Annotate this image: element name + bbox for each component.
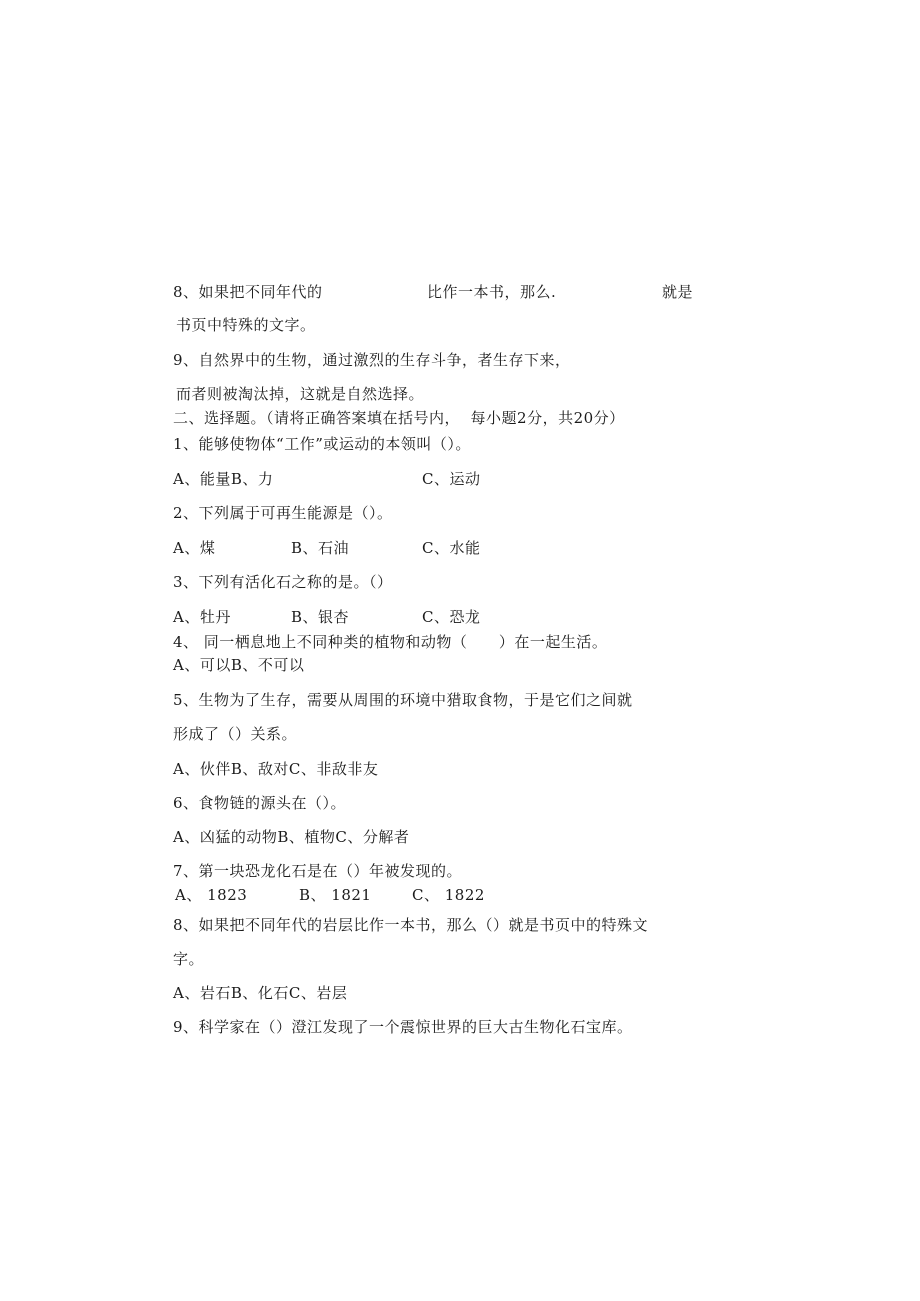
- choice-q7-option-a: A、 1823: [175, 886, 248, 904]
- fill-q9-line2: 而者则被淘汰掉，这就是自然选择。: [176, 385, 425, 403]
- choice-q2-option-a: A、煤: [173, 539, 216, 557]
- fill-q8-continuation: 书页中特殊的文字。: [176, 316, 316, 334]
- choice-q3-option-b: B、银杏: [291, 608, 350, 626]
- choice-q1-option-ab: A、能量B、力: [173, 470, 274, 488]
- choice-q4-text: 4、 同一栖息地上不同种类的植物和动物（ ）在一起生活。: [173, 633, 608, 651]
- fill-q8-part1: 8、如果把不同年代的: [173, 283, 323, 301]
- fill-q8-part2: 比作一本书，那么.: [427, 283, 557, 301]
- choice-q5-line2: 形成了（）关系。: [173, 725, 298, 743]
- choice-q5-line1: 5、生物为了生存，需要从周围的环境中猎取食物，于是它们之间就: [173, 691, 633, 709]
- choice-q9-text: 9、科学家在（）澄江发现了一个震惊世界的巨大古生物化石宝库。: [173, 1018, 633, 1036]
- section2-heading: 二、选择题。（请将正确答案填在括号内， 每小题2分，共20分）: [173, 409, 625, 427]
- choice-q2-option-c: C、水能: [422, 539, 481, 557]
- choice-q4-options: A、可以B、不可以: [173, 656, 305, 674]
- choice-q3-text: 3、下列有活化石之称的是。（）: [173, 573, 393, 591]
- choice-q6-text: 6、食物链的源头在（）。: [173, 794, 347, 812]
- choice-q6-options: A、凶猛的动物B、植物C、分解者: [173, 828, 410, 846]
- choice-q8-options: A、岩石B、化石C、岩层: [173, 984, 348, 1002]
- choice-q8-line1: 8、如果把不同年代的岩层比作一本书，那么（）就是书页中的特殊文: [173, 916, 649, 934]
- choice-q3-option-c: C、恐龙: [422, 608, 481, 626]
- choice-q7-option-b: B、 1821: [299, 886, 372, 904]
- choice-q7-option-c: C、 1822: [412, 886, 485, 904]
- choice-q2-text: 2、下列属于可再生能源是（）。: [173, 504, 393, 522]
- choice-q1-text: 1、能够使物体“工作”或运动的本领叫（）。: [173, 435, 471, 453]
- choice-q3-option-a: A、牡丹: [173, 608, 231, 626]
- choice-q7-text: 7、第一块恐龙化石是在（）年被发现的。: [173, 862, 463, 880]
- choice-q5-options: A、伙伴B、敌对C、非敌非友: [173, 760, 379, 778]
- choice-q2-option-b: B、石油: [291, 539, 350, 557]
- fill-q8-part3: 就是: [662, 283, 694, 301]
- fill-q9-line1: 9、自然界中的生物，通过激烈的生存斗争，者生存下来，: [173, 351, 571, 369]
- choice-q8-line2: 字。: [173, 950, 205, 968]
- choice-q1-option-c: C、运动: [422, 470, 481, 488]
